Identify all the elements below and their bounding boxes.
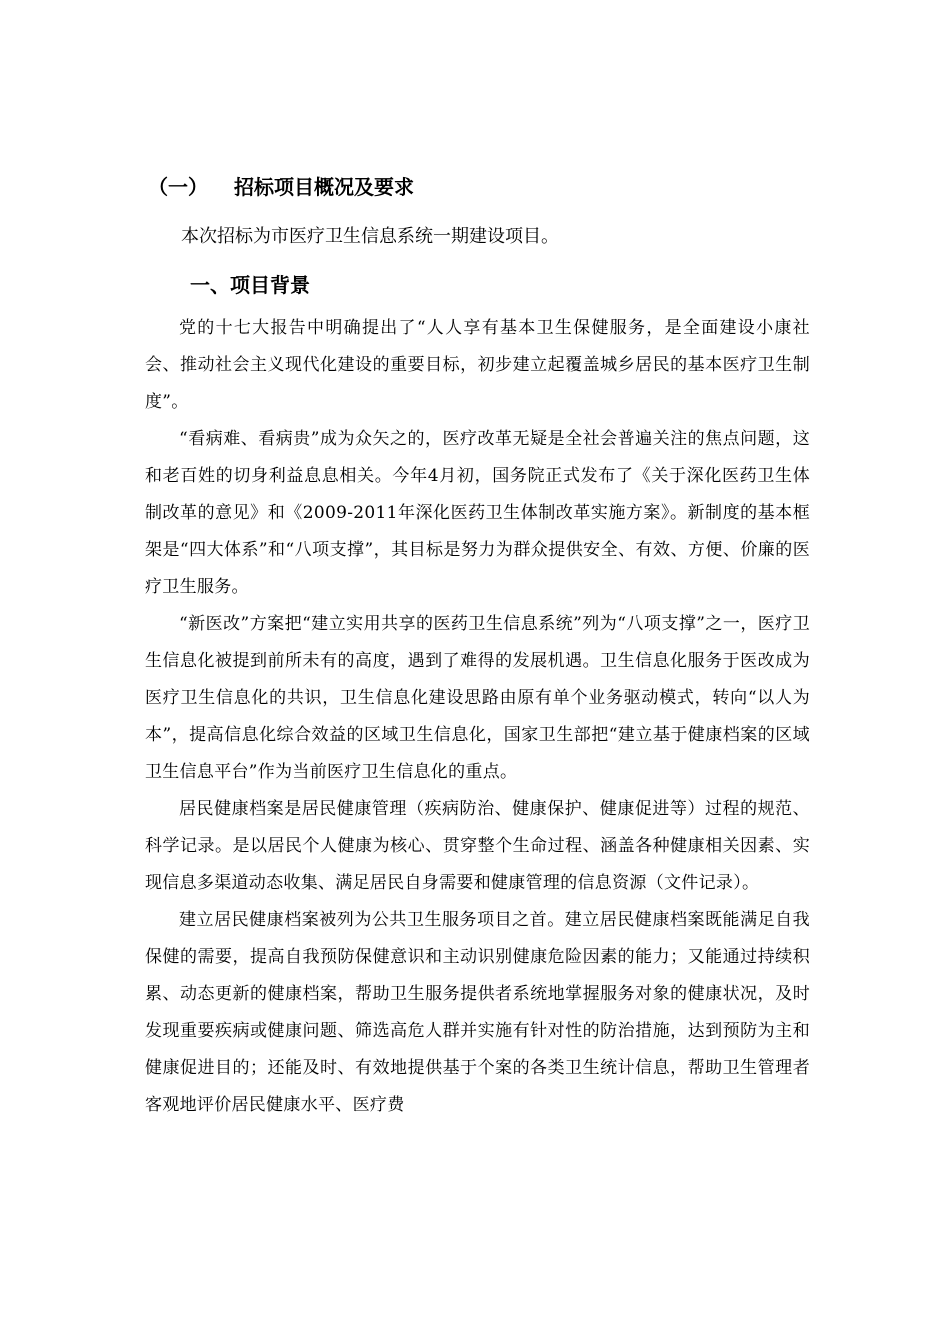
paragraph: 建立居民健康档案被列为公共卫生服务项目之首。建立居民健康档案既能满足自我保健的需要，提高自我预防保健意识和主动识别健康危险因素的能力；又能通过持续积累、动态更新的健康档案，帮助卫生服务提供者系统地掌握服务对象的健康状况，及时发现重要疾病或健康问题、筛选高危人群并实施有针对性的防治措施，达到预防为主和健康促进目的；还能及时、有效地提供基于个案的各类卫生统计信息，帮助卫生管理者客观地评价居民健康水平、医疗费 (145, 910, 810, 1115)
section-number: （一） (148, 175, 208, 199)
subsection-heading: 一、项目背景 (190, 273, 310, 297)
paragraph: 党的十七大报告中明确提出了“人人享有基本卫生保健服务，是全面建设小康社会、推动社会主义现代化建设的重要目标，初步建立起覆盖城乡居民的基本医疗卫生制度”。 (145, 318, 810, 412)
paragraph: “看病难、看病贵”成为众矢之的，医疗改革无疑是全社会普遍关注的焦点问题，这和老百姓的切身利益息息相关。今年4月初，国务院正式发布了《关于深化医药卫生体制改革的意见》和《2009-2011年深化医药卫生体制改革实施方案》。新制度的基本框架是“四大体系”和“八项支撑”，其目标是努力为群众提供安全、有效、方便、价廉的医疗卫生服务。 (145, 429, 810, 597)
body-text (145, 310, 810, 1124)
section-heading (148, 172, 414, 202)
paragraph: 居民健康档案是居民健康管理（疾病防治、健康保护、健康促进等）过程的规范、科学记录。是以居民个人健康为核心、贯穿整个生命过程、涵盖各种健康相关因素、实现信息多渠道动态收集、满足居民自身需要和健康管理的信息资源（文件记录）。 (145, 799, 810, 893)
paragraph: “新医改”方案把“建立实用共享的医药卫生信息系统”列为“八项支撑”之一，医疗卫生信息化被提到前所未有的高度，遇到了难得的发展机遇。卫生信息化服务于医改成为医疗卫生信息化的共识，卫生信息化建设思路由原有单个业务驱动模式，转向“以人为本”，提高信息化综合效益的区域卫生信息化，国家卫生部把“建立基于健康档案的区域卫生信息平台”作为当前医疗卫生信息化的重点。 (145, 614, 810, 782)
section-title: 招标项目概况及要求 (234, 175, 414, 199)
intro-sentence: 本次招标为市医疗卫生信息系统一期建设项目。 (181, 226, 559, 247)
